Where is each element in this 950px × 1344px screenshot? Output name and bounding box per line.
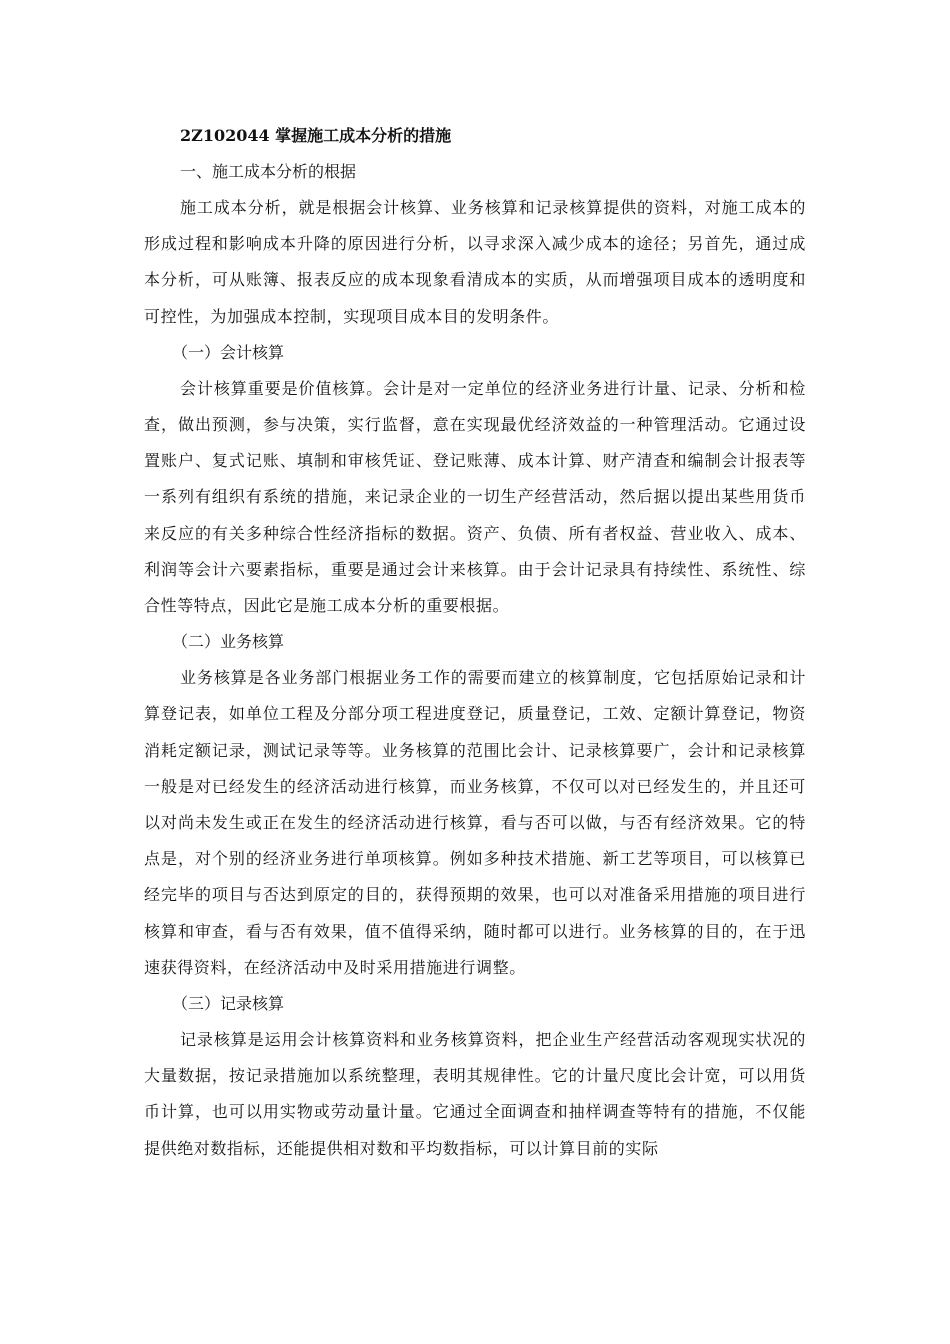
subsection-heading-accounting: （一）会计核算 xyxy=(172,342,285,362)
paragraph-business: 业务核算是各业务部门根据业务工作的需要而建立的核算制度，它包括原始记录和计算登记表，如单位工程及分部分项工程进度登记，质量登记，工效、定额计算登记，物资消耗定额记录，测试记录等等。业务核算的范围比会计、记录核算要广，会计和记录核算一般是对已经发生的经济活动进行核算，而业务核算，不仅可以对已经发生的，并且还可以对尚未发生或正在发生的经济活动进行核算，看与否可以做，与否有经济效果。它的特点是，对个别的经济业务进行单项核算。例如多种技术措施、新工艺等项目，可以核算已经完毕的项目与否达到原定的目的，获得预期的效果，也可以对准备采用措施的项目进行核算和审查，看与否有效果，值不值得采纳，随时都可以进行。业务核算的目的，在于迅速获得资料，在经济活动中及时采用措施进行调整。 xyxy=(144,668,806,977)
paragraph-accounting: 会计核算重要是价值核算。会计是对一定单位的经济业务进行计量、记录、分析和检查，做出预测，参与决策，实行监督，意在实现最优经济效益的一种管理活动。它通过设置账户、复式记账、填制和审核凭证、登记账薄、成本计算、财产清查和编制会计报表等一系列有组织有系统的措施，来记录企业的一切生产经营活动，然后据以提出某些用货币来反应的有关多种综合性经济指标的数据。资产、负债、所有者权益、营业收入、成本、利润等会计六要素指标，重要是通过会计来核算。由于会计记录具有持续性、系统性、综合性等特点，因此它是施工成本分析的重要根据。 xyxy=(144,378,806,616)
paragraph-cost-analysis: 施工成本分析，就是根据会计核算、业务核算和记录核算提供的资料，对施工成本的形成过程和影响成本升降的原因进行分析，以寻求深入减少成本的途径；另首先，通过成本分析，可从账簿、报表反应的成本现象看清成本的实质，从而增强项目成本的透明度和可控性，为加强成本控制，实现项目成本目的发明条件。 xyxy=(144,198,806,326)
section-heading-basis: 一、施工成本分析的根据 xyxy=(180,162,357,181)
document-page xyxy=(144,118,806,1167)
subsection-heading-business: （二）业务核算 xyxy=(172,632,285,652)
document-title: 2Z102044 掌握施工成本分析的措施 xyxy=(180,126,452,145)
subsection-heading-statistics: （三）记录核算 xyxy=(172,994,285,1014)
paragraph-statistics: 记录核算是运用会计核算资料和业务核算资料，把企业生产经营活动客观现实状况的大量数据，按记录措施加以系统整理，表明其规律性。它的计量尺度比会计宽，可以用货币计算，也可以用实物或劳动量计量。它通过全面调查和抽样调查等特有的措施，不仅能提供绝对数指标，还能提供相对数和平均数指标，可以计算目前的实际 xyxy=(144,1030,806,1158)
